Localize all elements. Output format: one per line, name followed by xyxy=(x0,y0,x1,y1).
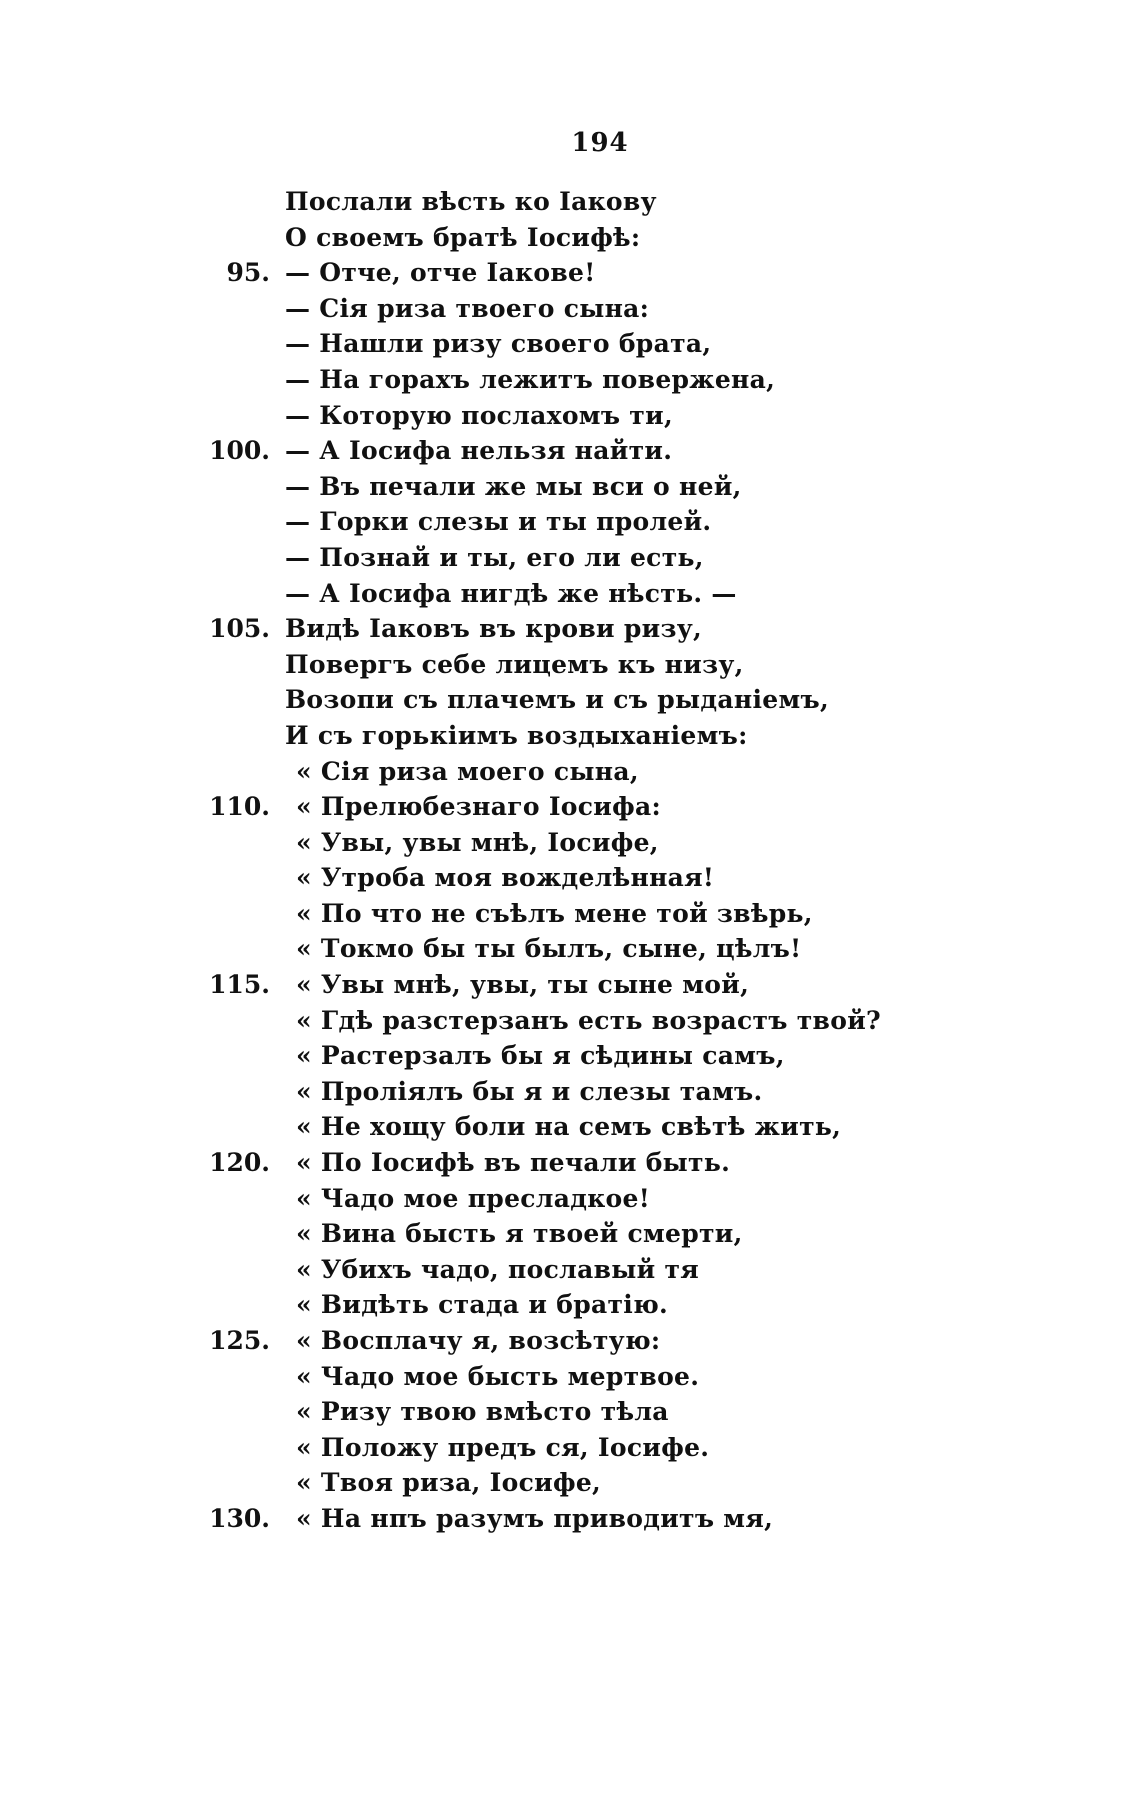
verse-line xyxy=(0,825,1140,861)
line-text: — Которую послахомъ ти, xyxy=(285,400,673,430)
line-text: Послали вѣсть ко Іакову xyxy=(285,187,657,216)
line-text: « Чадо мое пресладкое! xyxy=(296,1183,650,1213)
line-text: « Убихъ чадо, пославый тя xyxy=(296,1254,700,1284)
verse-line xyxy=(0,1181,1140,1217)
line-number: 110. xyxy=(209,792,270,822)
line-text: « Прелюбезнаго Іосифа: xyxy=(296,792,662,822)
verse-line xyxy=(0,1074,1140,1110)
verse-line xyxy=(0,433,1140,469)
line-text: — На горахъ лежитъ повержена, xyxy=(285,364,776,394)
verse-line xyxy=(0,1109,1140,1145)
verse-line xyxy=(0,1038,1140,1074)
line-text: — Познай и ты, его ли есть, xyxy=(285,542,704,572)
verse-line xyxy=(0,789,1140,825)
line-text: — Нашли ризу своего брата, xyxy=(285,329,712,359)
line-text: Возопи съ плачемъ и съ рыданіемъ, xyxy=(285,685,829,715)
verse-line xyxy=(0,896,1140,932)
verse-block xyxy=(0,184,1140,1537)
verse-line xyxy=(0,1465,1140,1501)
verse-line xyxy=(0,647,1140,683)
verse-line xyxy=(0,184,1140,220)
line-text: « Увы, увы мнѣ, Іосифе, xyxy=(296,827,659,857)
line-text: — А Іосифа нигдѣ же нѣсть. — xyxy=(285,578,737,608)
verse-line xyxy=(0,931,1140,967)
verse-line xyxy=(0,469,1140,505)
verse-line xyxy=(0,1145,1140,1181)
line-text: « Токмо бы ты былъ, сыне, цѣлъ! xyxy=(296,934,802,964)
verse-line xyxy=(0,1216,1140,1252)
verse-line xyxy=(0,1430,1140,1466)
verse-line xyxy=(0,255,1140,291)
line-text: — Горки слезы и ты пролей. xyxy=(285,507,712,537)
line-text: « Растерзалъ бы я сѣдины самъ, xyxy=(296,1041,785,1071)
verse-line xyxy=(0,1501,1140,1537)
verse-line xyxy=(0,291,1140,327)
line-text: « Проліялъ бы я и слезы тамъ. xyxy=(296,1076,763,1106)
line-text: « Увы мнѣ, увы, ты сыне мой, xyxy=(296,970,750,1000)
verse-line xyxy=(0,860,1140,896)
line-text: — Отче, отче Іакове! xyxy=(285,258,596,288)
verse-line xyxy=(0,398,1140,434)
line-number: 105. xyxy=(209,614,270,644)
verse-line xyxy=(0,362,1140,398)
line-text: « Положу предъ ся, Іосифе. xyxy=(296,1432,710,1462)
line-text: И съ горькіимъ воздыханіемъ: xyxy=(285,720,748,750)
line-text: « На нпъ разумъ приводитъ мя, xyxy=(296,1503,774,1533)
line-text: Видѣ Іаковъ въ крови ризу, xyxy=(285,614,703,644)
line-text: « Гдѣ разстерзанъ есть возрастъ твой? xyxy=(296,1005,881,1035)
line-text: « Ризу твою вмѣсто тѣла xyxy=(296,1397,669,1427)
verse-line xyxy=(0,1252,1140,1288)
line-number: 125. xyxy=(209,1326,270,1355)
line-number: 115. xyxy=(209,970,270,1000)
line-text: « По что не съѣлъ мене той звѣрь, xyxy=(296,898,813,928)
page-number: 194 xyxy=(571,128,629,158)
line-text: « По Іосифѣ въ печали быть. xyxy=(296,1148,731,1178)
verse-line xyxy=(0,754,1140,790)
verse-line xyxy=(0,1287,1140,1323)
line-text: « Видѣть стада и братію. xyxy=(296,1290,669,1320)
line-text: « Утроба моя вожделѣнная! xyxy=(296,863,715,893)
verse-line xyxy=(0,504,1140,540)
verse-line xyxy=(0,540,1140,576)
line-number: 120. xyxy=(209,1148,270,1178)
verse-line xyxy=(0,682,1140,718)
verse-line xyxy=(0,1003,1140,1039)
line-text: О своемъ братѣ Іосифѣ: xyxy=(285,222,641,252)
line-number: 100. xyxy=(209,436,270,466)
line-text: « Сія риза моего сына, xyxy=(296,756,639,786)
line-number: 95. xyxy=(226,258,270,288)
line-text: — А Іосифа нельзя найти. xyxy=(285,436,673,466)
line-text: « Восплачу я, возсѣтую: xyxy=(296,1326,661,1355)
verse-line xyxy=(0,967,1140,1003)
line-text: « Вина бысть я твоей смерти, xyxy=(296,1219,743,1249)
line-text: — Въ печали же мы вси о ней, xyxy=(285,471,742,501)
line-text: « Не хощу боли на семъ свѣтѣ жить, xyxy=(296,1112,842,1142)
verse-line xyxy=(0,220,1140,256)
line-number: 130. xyxy=(209,1503,270,1533)
verse-line xyxy=(0,1394,1140,1430)
line-text: « Твоя риза, Іосифе, xyxy=(296,1468,602,1498)
line-text: — Сія риза твоего сына: xyxy=(285,293,650,323)
verse-line xyxy=(0,718,1140,754)
line-text: Повергъ себе лицемъ къ низу, xyxy=(285,649,744,679)
verse-line xyxy=(0,576,1140,612)
line-text: « Чадо мое бысть мертвое. xyxy=(296,1361,700,1391)
verse-line xyxy=(0,326,1140,362)
verse-line xyxy=(0,611,1140,647)
verse-line xyxy=(0,1323,1140,1359)
verse-line xyxy=(0,1359,1140,1395)
